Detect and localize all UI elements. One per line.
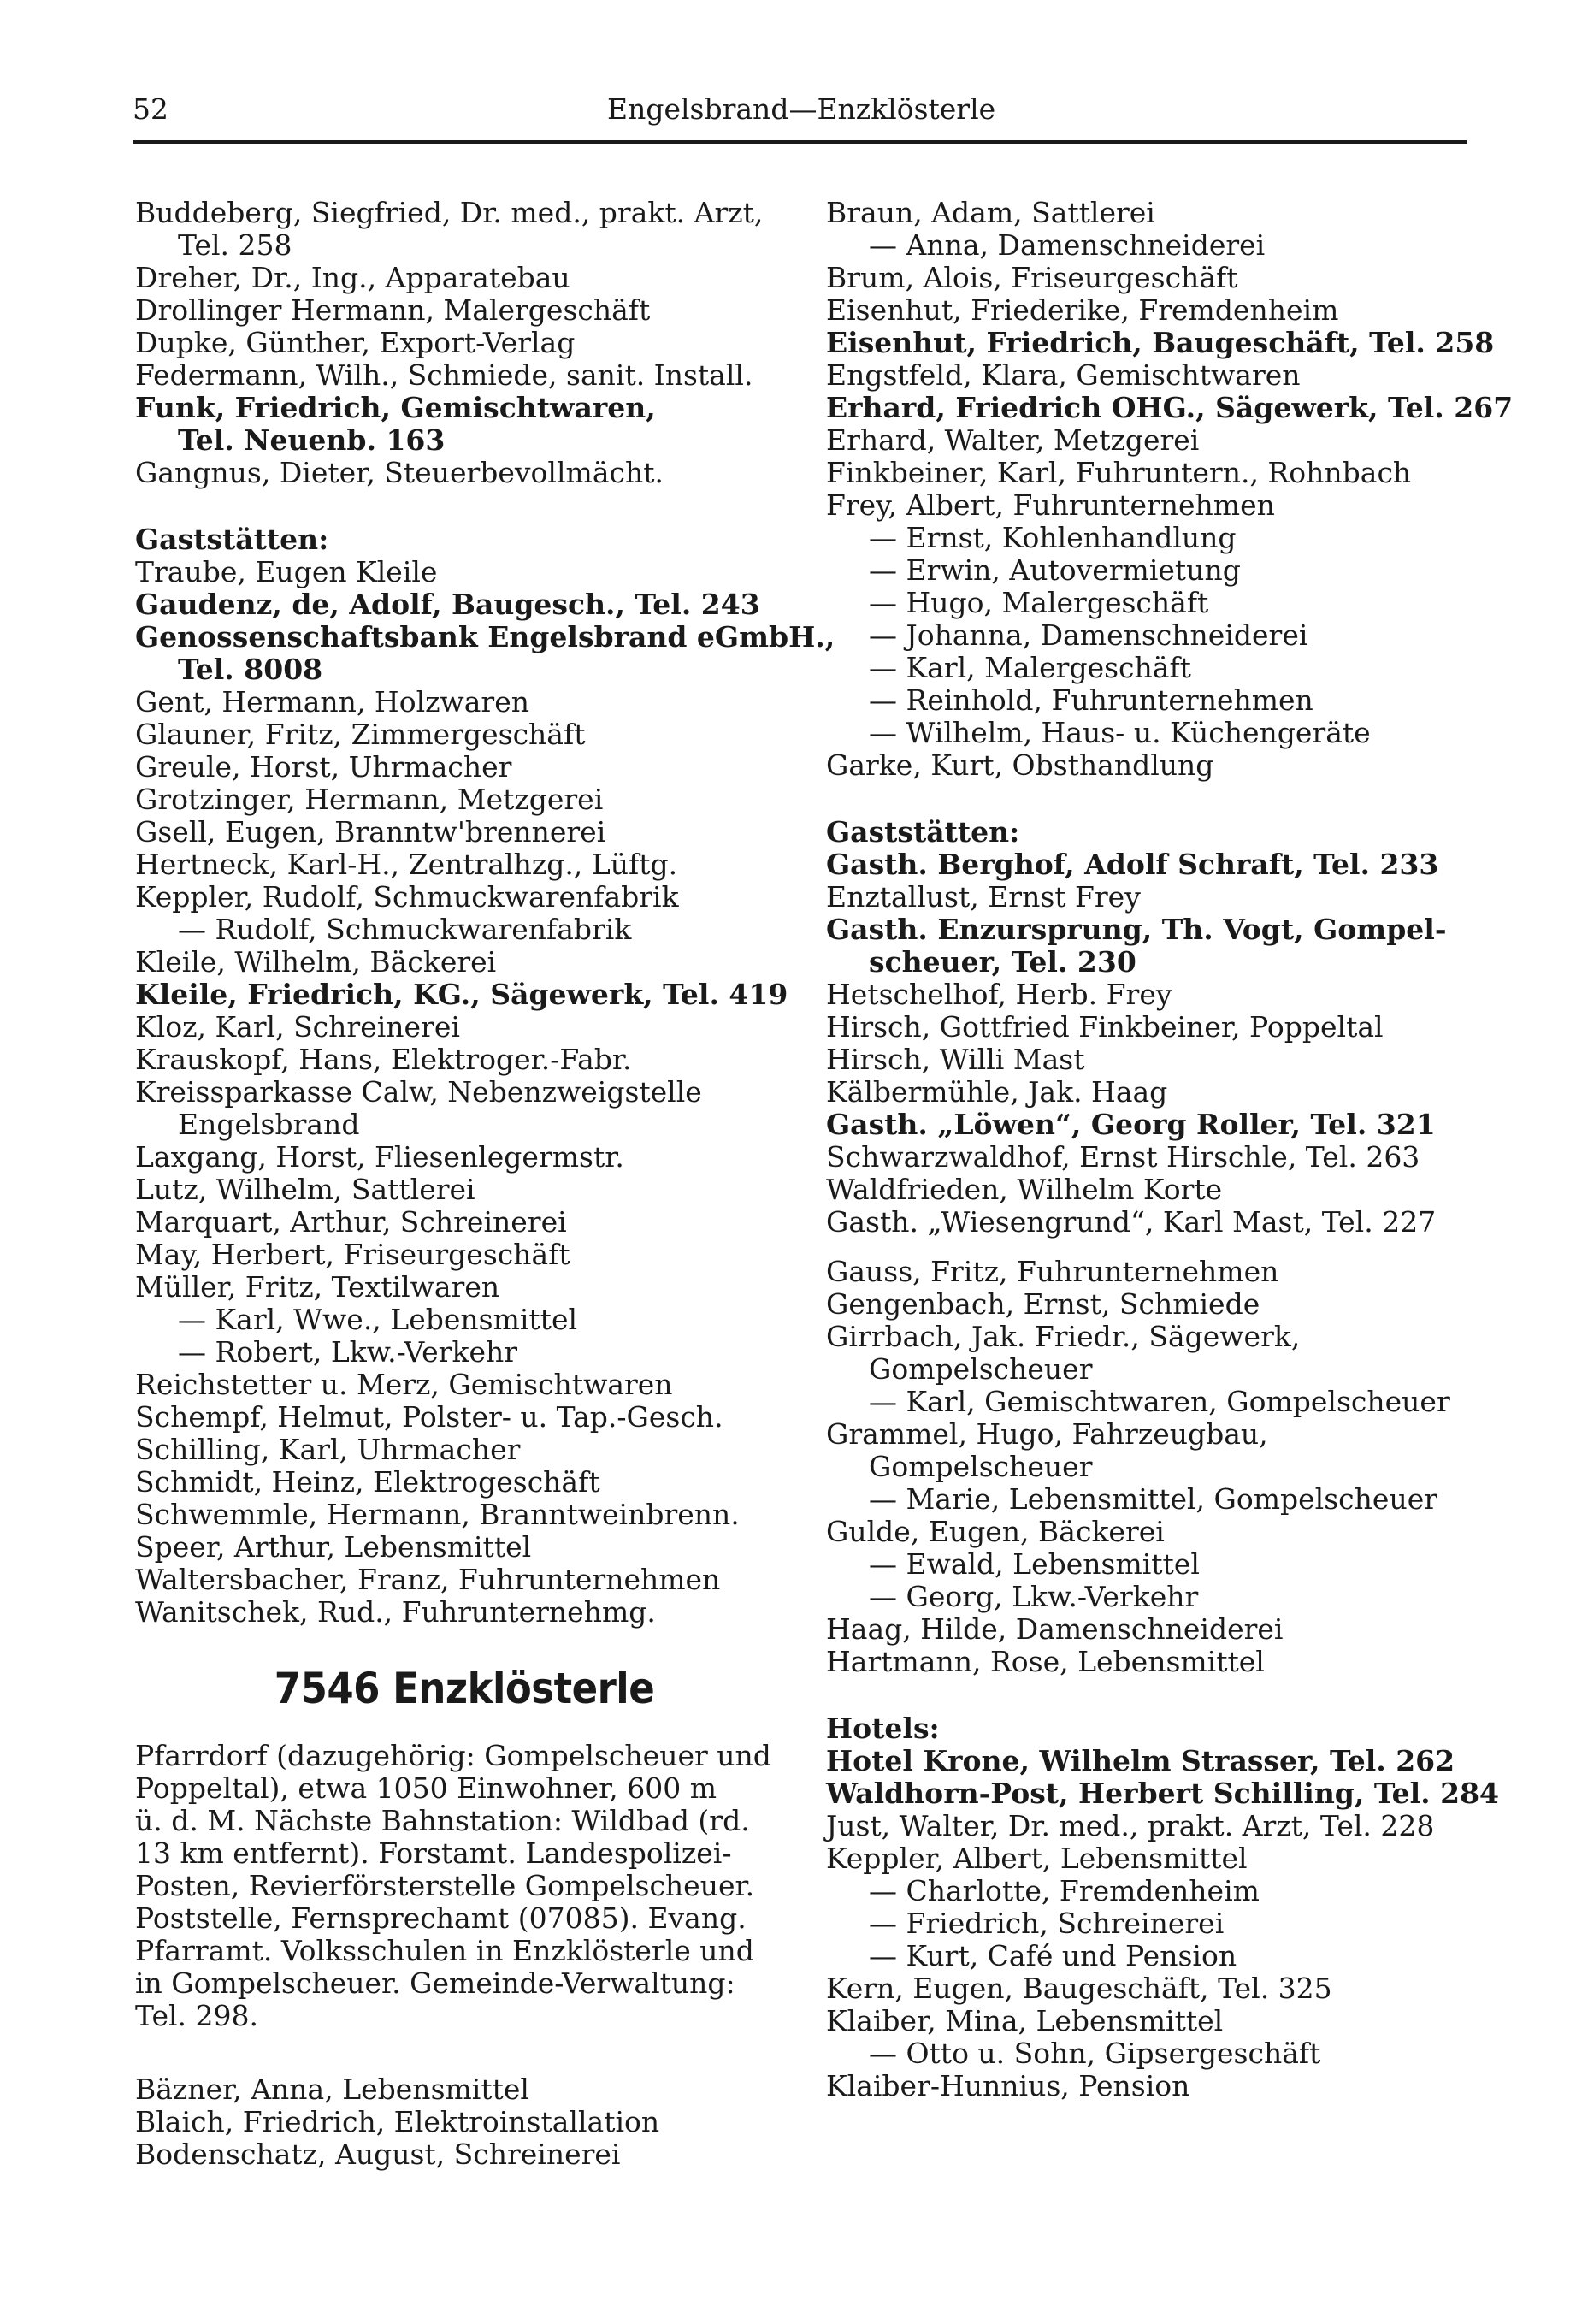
directory-entry: Grotzinger, Hermann, Metzgerei (135, 783, 604, 816)
description-line: Tel. 298. (135, 1999, 258, 2032)
directory-entry: Reichstetter u. Merz, Gemischtwaren (135, 1368, 673, 1401)
directory-entry: — Marie, Lebensmittel, Gompelscheuer (869, 1482, 1437, 1516)
directory-entry: Kloz, Karl, Schreinerei (135, 1010, 460, 1044)
directory-entry: — Friedrich, Schreinerei (869, 1907, 1225, 1940)
directory-entry: Marquart, Arthur, Schreinerei (135, 1205, 567, 1239)
directory-entry: Just, Walter, Dr. med., prakt. Arzt, Tel. 228 (826, 1809, 1435, 1842)
directory-entry: Traube, Eugen Kleile (135, 555, 438, 588)
directory-entry: Bodenschatz, August, Schreinerei (135, 2138, 621, 2171)
directory-entry: Finkbeiner, Karl, Fuhruntern., Rohnbach (826, 456, 1412, 489)
directory-entry: Kleile, Wilhelm, Bäckerei (135, 945, 497, 979)
description-line: Pfarramt. Volksschulen in Enzklösterle und (135, 1934, 754, 1967)
entry-continuation: Tel. 8008 (178, 653, 323, 686)
section-heading-gaststaetten: Gaststätten: (135, 523, 329, 556)
directory-entry: Gangnus, Dieter, Steuerbevollmächt. (135, 456, 664, 489)
directory-entry: — Ernst, Kohlenhandlung (869, 521, 1237, 554)
directory-entry: Genossenschaftsbank Engelsbrand eGmbH., (135, 620, 835, 653)
directory-entry: — Erwin, Autovermietung (869, 553, 1241, 587)
directory-entry: — Reinhold, Fuhrunternehmen (869, 683, 1313, 717)
directory-entry: Drollinger Hermann, Malergeschäft (135, 293, 651, 327)
page-header (133, 92, 1467, 144)
town-heading: 7546 Enzklösterle (274, 1664, 655, 1713)
directory-entry: — Rudolf, Schmuckwarenfabrik (178, 913, 632, 946)
directory-entry: Hirsch, Gottfried Finkbeiner, Poppeltal (826, 1010, 1384, 1044)
directory-list (826, 1744, 1500, 2102)
directory-entry: Blaich, Friedrich, Elektroinstallation (135, 2105, 660, 2138)
directory-entry: Müller, Fritz, Textilwaren (135, 1270, 500, 1304)
directory-list (135, 555, 835, 1629)
directory-entry: Brum, Alois, Friseurgeschäft (826, 261, 1238, 294)
directory-entry: Gaudenz, de, Adolf, Baugesch., Tel. 243 (135, 588, 760, 621)
directory-entry: Gauss, Fritz, Fuhrunternehmen (826, 1255, 1279, 1288)
directory-entry: Braun, Adam, Sattlerei (826, 196, 1155, 229)
directory-entry: Kern, Eugen, Baugeschäft, Tel. 325 (826, 1972, 1332, 2005)
directory-entry: Keppler, Albert, Lebensmittel (826, 1842, 1248, 1875)
running-title: Engelsbrand—Enzklösterle (607, 92, 996, 126)
directory-entry: Kälbermühle, Jak. Haag (826, 1075, 1168, 1109)
directory-entry: — Anna, Damenschneiderei (869, 228, 1266, 262)
directory-entry: — Georg, Lkw.-Verkehr (869, 1580, 1199, 1613)
description-line: ü. d. M. Nächste Bahnstation: Wildbad (rd. (135, 1804, 750, 1837)
directory-entry: Speer, Arthur, Lebensmittel (135, 1530, 532, 1564)
directory-entry: Wanitschek, Rud., Fuhrunternehmg. (135, 1595, 656, 1629)
directory-entry: Bäzner, Anna, Lebensmittel (135, 2073, 529, 2106)
directory-entry: Hetschelhof, Herb. Frey (826, 978, 1172, 1011)
directory-entry: Gulde, Eugen, Bäckerei (826, 1515, 1165, 1548)
directory-entry: — Charlotte, Fremdenheim (869, 1874, 1260, 1907)
directory-list (826, 1256, 1476, 1678)
directory-entry: — Otto u. Sohn, Gipsergeschäft (869, 2037, 1321, 2070)
right-column (826, 196, 1514, 2102)
directory-entry: Schwarzwaldhof, Ernst Hirschle, Tel. 263 (826, 1140, 1420, 1174)
directory-entry: Gsell, Eugen, Branntw'brennerei (135, 815, 606, 849)
directory-entry: Krauskopf, Hans, Elektroger.-Fabr. (135, 1043, 632, 1076)
entry-continuation: Tel. Neuenb. 163 (178, 423, 446, 457)
town-description (135, 1740, 794, 2032)
directory-entry: Gasth. „Wiesengrund“, Karl Mast, Tel. 227 (826, 1205, 1437, 1239)
directory-entry: Waltersbacher, Franz, Fuhrunternehmen (135, 1563, 721, 1596)
directory-entry: Laxgang, Horst, Fliesenlegermstr. (135, 1140, 624, 1174)
directory-entry: Eisenhut, Friederike, Fremdenheim (826, 293, 1339, 327)
directory-entry: — Karl, Wwe., Lebensmittel (178, 1303, 578, 1336)
directory-entry: Schempf, Helmut, Polster- u. Tap.-Gesch. (135, 1400, 723, 1434)
directory-entry: — Robert, Lkw.-Verkehr (178, 1335, 518, 1369)
directory-entry: Kleile, Friedrich, KG., Sägewerk, Tel. 419 (135, 978, 788, 1011)
directory-entry: Garke, Kurt, Obsthandlung (826, 748, 1214, 782)
directory-entry: — Karl, Gemischtwaren, Gompelscheuer (869, 1385, 1450, 1418)
directory-entry: Dupke, Günther, Export-Verlag (135, 326, 576, 359)
directory-entry: Erhard, Friedrich OHG., Sägewerk, Tel. 267 (826, 391, 1514, 424)
directory-entry: Klaiber, Mina, Lebensmittel (826, 2004, 1224, 2037)
description-line: in Gompelscheuer. Gemeinde-Verwaltung: (135, 1966, 735, 2000)
directory-list (826, 849, 1476, 1239)
directory-list (135, 2073, 794, 2171)
entry-continuation: scheuer, Tel. 230 (869, 945, 1136, 979)
directory-entry: Greule, Horst, Uhrmacher (135, 750, 512, 784)
directory-entry: Gengenbach, Ernst, Schmiede (826, 1287, 1260, 1321)
description-line: 13 km entfernt). Forstamt. Landespolizei- (135, 1836, 732, 1870)
directory-entry: Gent, Hermann, Holzwaren (135, 685, 529, 718)
left-column (135, 196, 835, 2171)
directory-entry: Schilling, Karl, Uhrmacher (135, 1433, 521, 1466)
directory-entry: Federmann, Wilh., Schmiede, sanit. Install. (135, 358, 753, 392)
directory-entry: Hotel Krone, Wilhelm Strasser, Tel. 262 (826, 1744, 1455, 1777)
directory-entry: Funk, Friedrich, Gemischtwaren, (135, 391, 656, 424)
directory-entry: Klaiber-Hunnius, Pension (826, 2069, 1190, 2102)
directory-entry: Buddeberg, Siegfried, Dr. med., prakt. Arzt, (135, 196, 764, 229)
directory-entry: Schwemmle, Hermann, Branntweinbrenn. (135, 1498, 740, 1531)
directory-entry: Kreissparkasse Calw, Nebenzweigstelle (135, 1075, 702, 1109)
directory-entry: Waldhorn-Post, Herbert Schilling, Tel. 284 (826, 1777, 1500, 1810)
directory-entry: Keppler, Rudolf, Schmuckwarenfabrik (135, 880, 679, 914)
description-line: Poststelle, Fernsprechamt (07085). Evang. (135, 1901, 747, 1935)
directory-entry: — Johanna, Damenschneiderei (869, 618, 1308, 652)
directory-entry: Grammel, Hugo, Fahrzeugbau, (826, 1417, 1268, 1451)
directory-entry: Erhard, Walter, Metzgerei (826, 423, 1200, 457)
directory-entry: Lutz, Wilhelm, Sattlerei (135, 1173, 475, 1206)
directory-entry: Glauner, Fritz, Zimmergeschäft (135, 718, 586, 751)
entry-continuation: Engelsbrand (178, 1108, 360, 1141)
directory-entry: Engstfeld, Klara, Gemischtwaren (826, 358, 1301, 392)
directory-entry: — Karl, Malergeschäft (869, 651, 1191, 684)
description-line: Poppeltal), etwa 1050 Einwohner, 600 m (135, 1771, 717, 1805)
directory-list (826, 196, 1514, 782)
directory-entry: — Hugo, Malergeschäft (869, 586, 1209, 619)
directory-entry: Gasth. Enzursprung, Th. Vogt, Gompel- (826, 913, 1447, 946)
section-heading-hotels: Hotels: (826, 1712, 940, 1745)
directory-entry: Waldfrieden, Wilhelm Korte (826, 1173, 1223, 1206)
directory-entry: Haag, Hilde, Damenschneiderei (826, 1612, 1284, 1646)
directory-entry: Enztallust, Ernst Frey (826, 880, 1141, 914)
page-number: 52 (133, 92, 168, 126)
directory-entry: Hertneck, Karl-H., Zentralhzg., Lüftg. (135, 848, 678, 881)
entry-continuation: Tel. 258 (178, 228, 292, 262)
directory-entry: Hirsch, Willi Mast (826, 1043, 1085, 1076)
section-heading-gaststaetten: Gaststätten: (826, 815, 1020, 849)
directory-entry: Eisenhut, Friedrich, Baugeschäft, Tel. 258 (826, 326, 1495, 359)
directory-entry: Frey, Albert, Fuhrunternehmen (826, 488, 1275, 522)
directory-entry: — Wilhelm, Haus- u. Küchengeräte (869, 716, 1371, 749)
directory-entry: Hartmann, Rose, Lebensmittel (826, 1645, 1265, 1678)
description-line: Posten, Revierförsterstelle Gompelscheuer. (135, 1869, 755, 1902)
directory-entry: Gasth. „Löwen“, Georg Roller, Tel. 321 (826, 1108, 1436, 1141)
entry-continuation: Gompelscheuer (869, 1352, 1093, 1386)
directory-entry: — Ewald, Lebensmittel (869, 1547, 1200, 1581)
directory-list (135, 197, 794, 489)
directory-entry: — Kurt, Café und Pension (869, 1939, 1237, 1972)
description-line: Pfarrdorf (dazugehörig: Gompelscheuer und (135, 1739, 771, 1772)
directory-entry: Girrbach, Jak. Friedr., Sägewerk, (826, 1320, 1301, 1353)
directory-entry: Schmidt, Heinz, Elektrogeschäft (135, 1465, 600, 1499)
directory-entry: Gasth. Berghof, Adolf Schraft, Tel. 233 (826, 848, 1439, 881)
directory-entry: Dreher, Dr., Ing., Apparatebau (135, 261, 570, 294)
directory-entry: May, Herbert, Friseurgeschäft (135, 1238, 570, 1271)
entry-continuation: Gompelscheuer (869, 1450, 1093, 1483)
